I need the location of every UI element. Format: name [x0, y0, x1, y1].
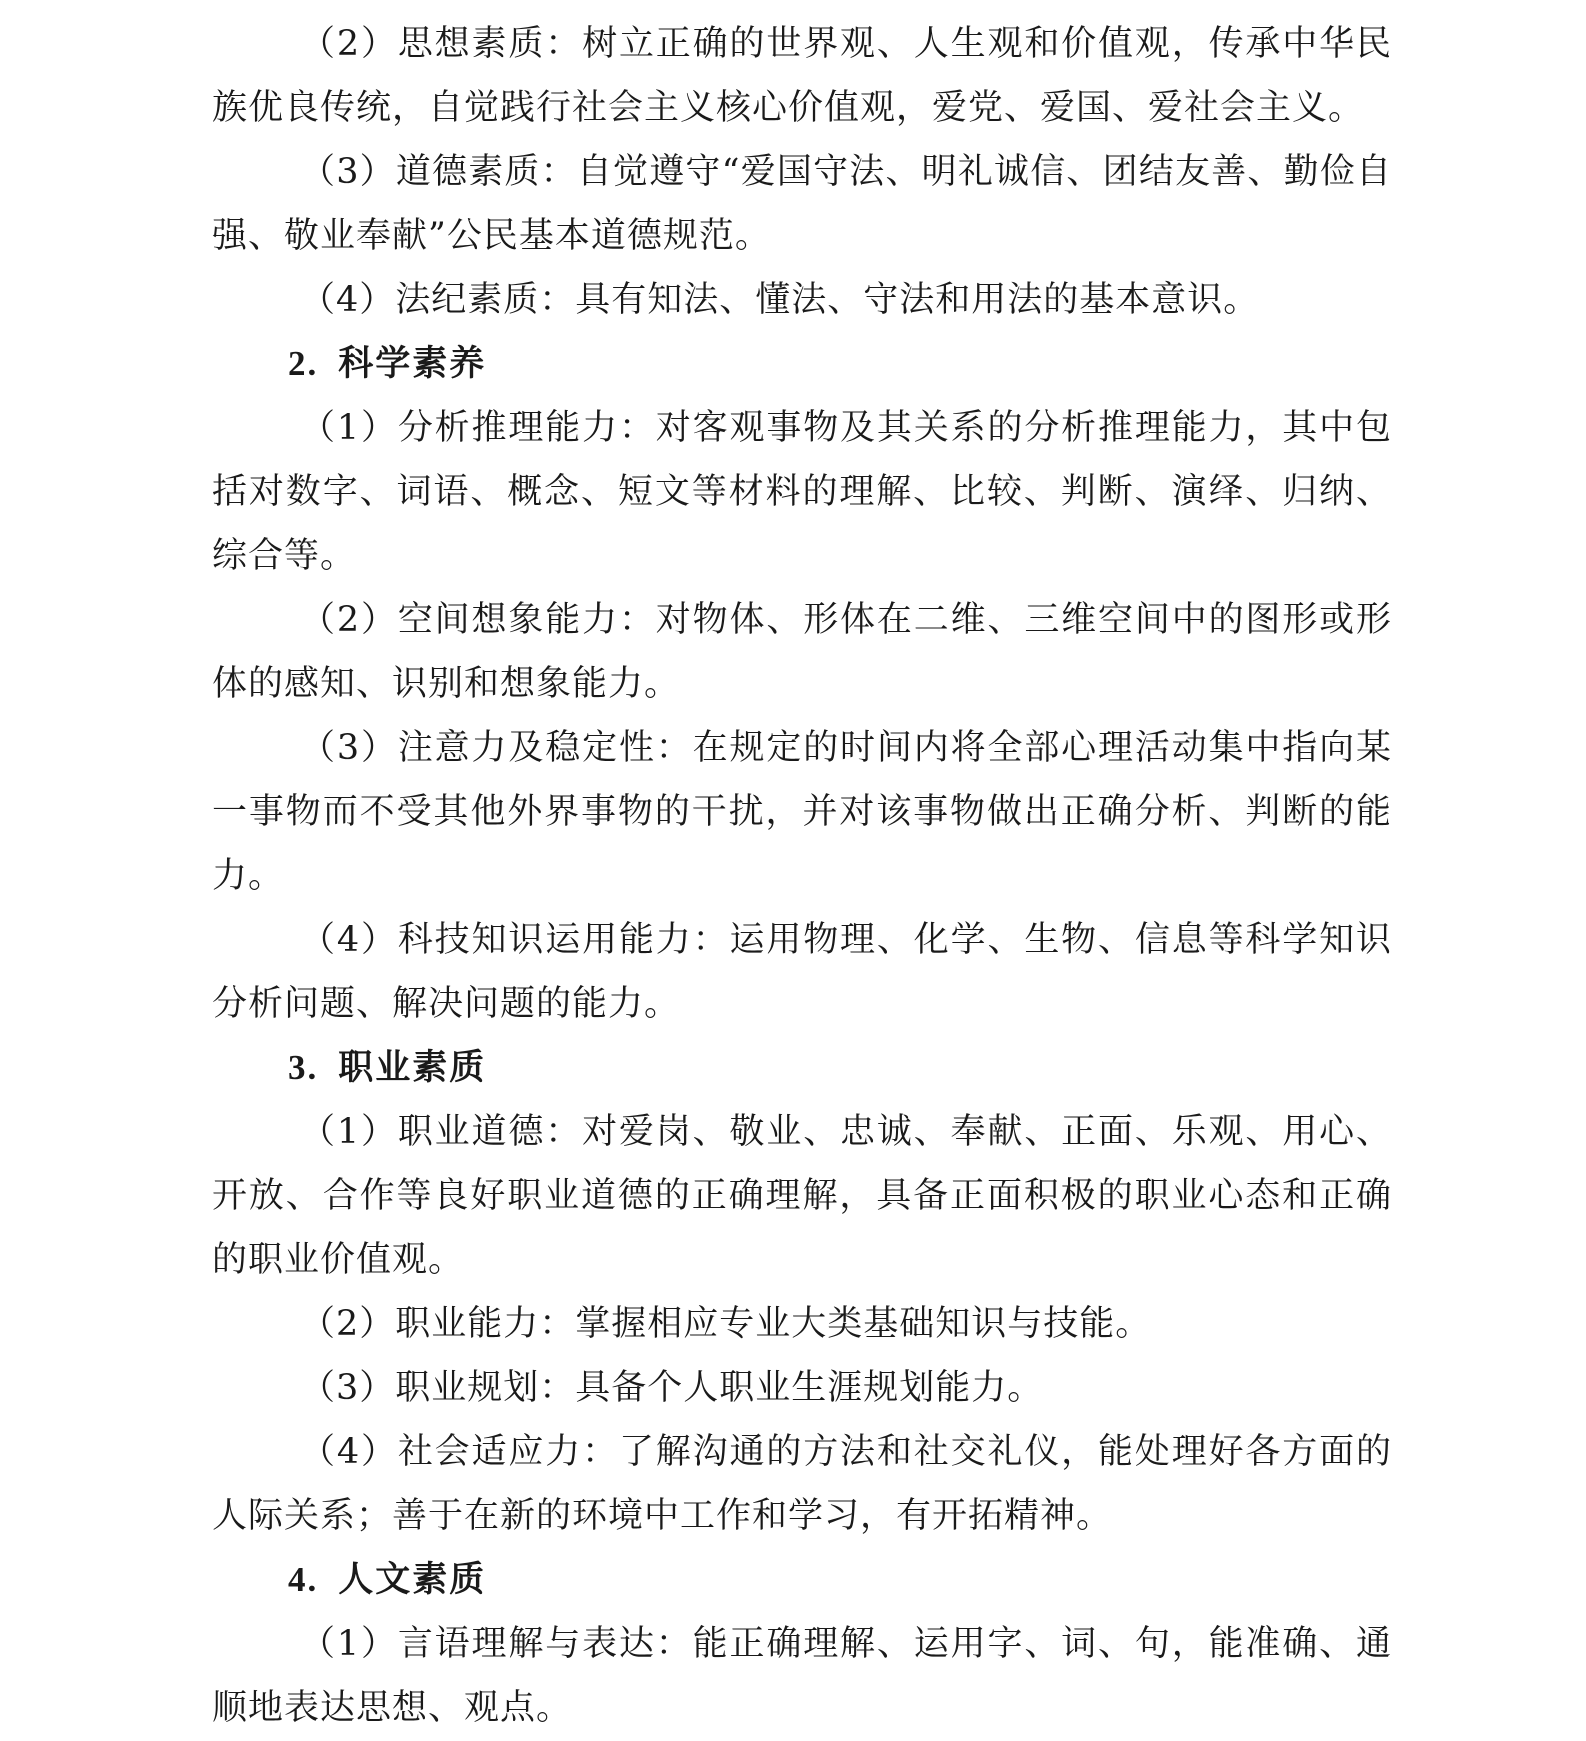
section-heading-science-literacy [212, 332, 1392, 396]
paragraph-moral-quality: （3）道德素质：自觉遵守“爱国守法、明礼诚信、团结友善、勤俭自强、敬业奉献”公民基本道德规范。 [212, 152, 1392, 256]
paragraph-career-planning: （3）职业规划：具备个人职业生涯规划能力。 [300, 1368, 1044, 1408]
paragraph-social-adaptability: （4）社会适应力：了解沟通的方法和社交礼仪，能处理好各方面的人际关系；善于在新的环境中工作和学习，有开拓精神。 [212, 1432, 1392, 1536]
paragraph-attention-stability: （3）注意力及稳定性：在规定的时间内将全部心理活动集中指向某一事物而不受其他外界事物的干扰，并对该事物做出正确分析、判断的能力。 [212, 728, 1392, 896]
section-number: 3. [288, 1048, 319, 1087]
paragraph-legal-quality: （4）法纪素质：具有知法、懂法、守法和用法的基本意识。 [300, 280, 1260, 320]
paragraph-professional-ability: （2）职业能力：掌握相应专业大类基础知识与技能。 [300, 1304, 1152, 1344]
paragraph-ideological-quality: （2）思想素质：树立正确的世界观、人生观和价值观，传承中华民族优良传统，自觉践行社会主义核心价值观，爱党、爱国、爱社会主义。 [212, 24, 1392, 128]
section-title: 职业素质 [338, 1048, 487, 1088]
section-title: 人文素质 [338, 1560, 487, 1600]
section-number: 4. [288, 1560, 319, 1599]
paragraph-professional-ethics: （1）职业道德：对爱岗、敬业、忠诚、奉献、正面、乐观、用心、开放、合作等良好职业道德的正确理解，具备正面积极的职业心态和正确的职业价值观。 [212, 1112, 1392, 1280]
section-heading-professional-quality [212, 1036, 1392, 1100]
paragraph-analytical-reasoning: （1）分析推理能力：对客观事物及其关系的分析推理能力，其中包括对数字、词语、概念、短文等材料的理解、比较、判断、演绎、归纳、综合等。 [212, 408, 1392, 576]
section-number: 2. [288, 344, 319, 383]
document-page [212, 0, 1392, 1740]
paragraph-spatial-imagination: （2）空间想象能力：对物体、形体在二维、三维空间中的图形或形体的感知、识别和想象能力。 [212, 600, 1392, 704]
section-title: 科学素养 [338, 344, 487, 384]
paragraph-science-knowledge-use: （4）科技知识运用能力：运用物理、化学、生物、信息等科学知识分析问题、解决问题的能力。 [212, 920, 1392, 1024]
section-heading-humanities-quality [212, 1548, 1392, 1612]
paragraph-language-comprehension: （1）言语理解与表达：能正确理解、运用字、词、句，能准确、通顺地表达思想、观点。 [212, 1624, 1392, 1728]
